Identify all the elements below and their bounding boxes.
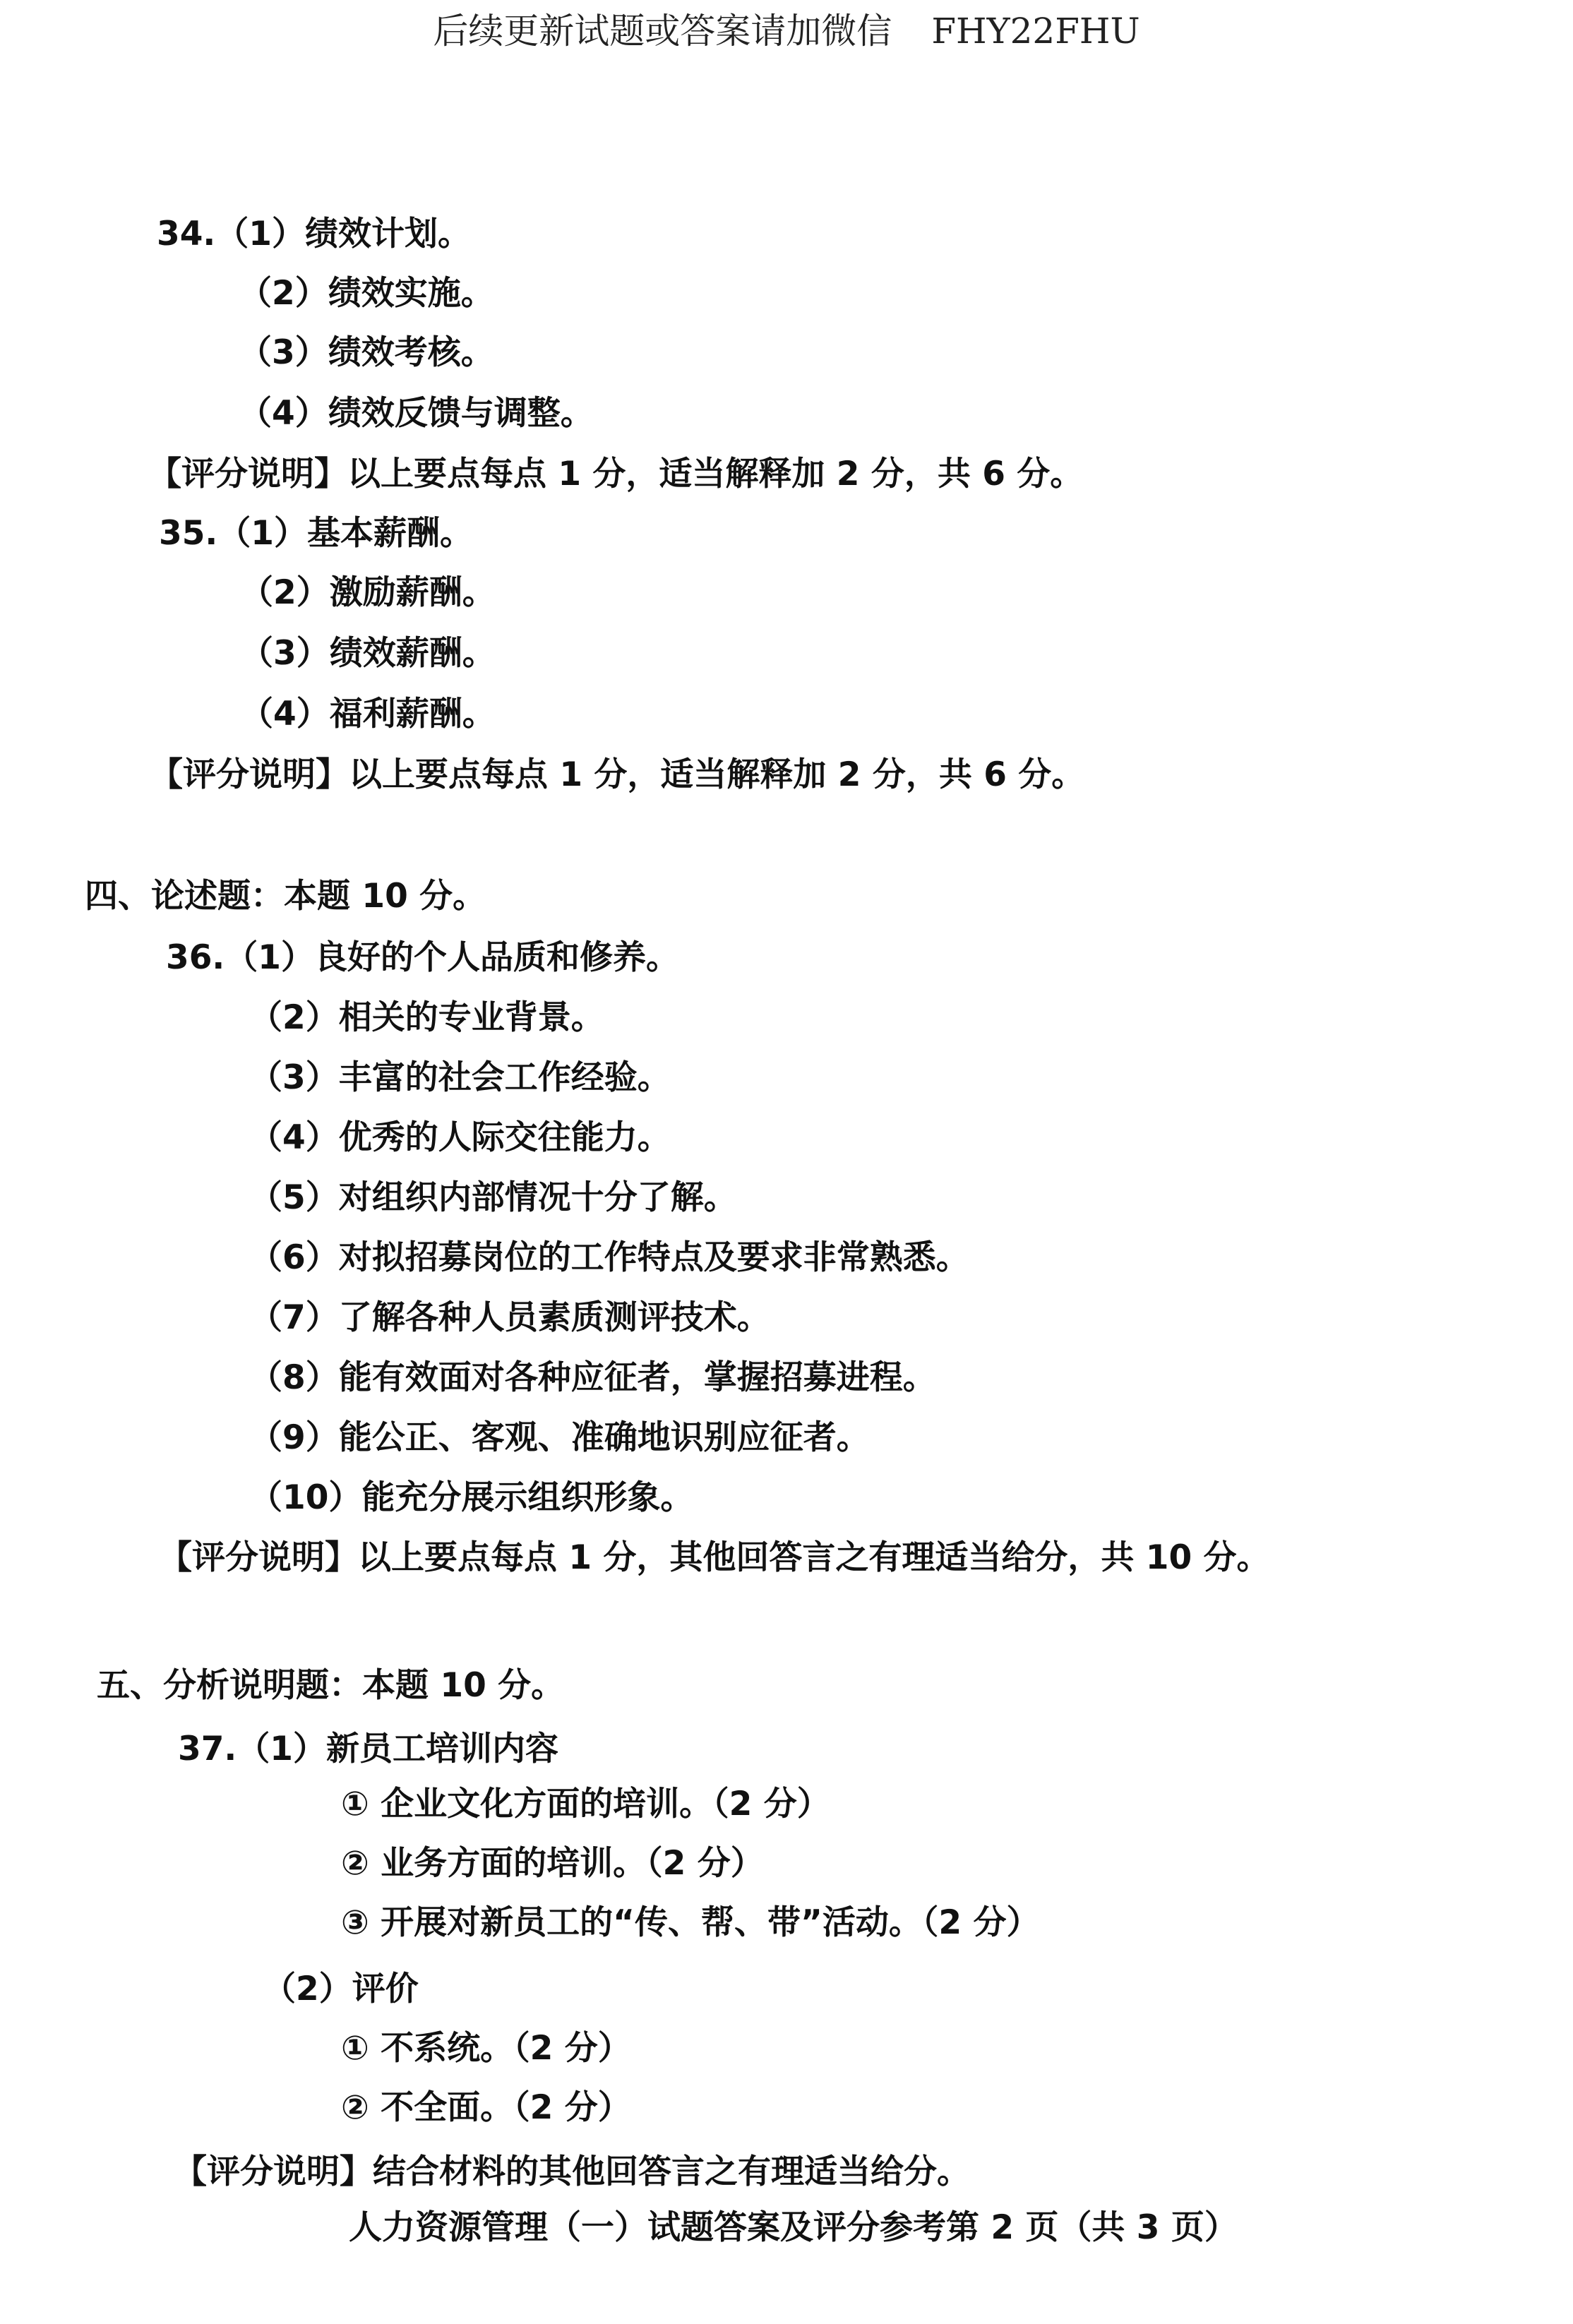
q34-item-2: （2）绩效实施。	[239, 274, 494, 313]
q34-item-4: （4）绩效反馈与调整。	[239, 394, 594, 433]
header-wechat-id: FHY22FHU	[931, 11, 1140, 52]
watermark-header	[0, 8, 1573, 54]
q37-part-1-item-2: ② 业务方面的培训。（2 分）	[341, 1844, 764, 1883]
q36-scoring-note: 【评分说明】以上要点每点 1 分，其他回答言之有理适当给分，共 10 分。	[159, 1538, 1270, 1577]
q35-item-1: 35.（1）基本薪酬。	[159, 514, 473, 553]
q36-item-2: （2）相关的专业背景。	[249, 998, 604, 1037]
q36-item-10: （10）能充分展示组织形象。	[249, 1478, 694, 1517]
page-footer: 人力资源管理（一）试题答案及评分参考第 2 页（共 3 页）	[349, 2208, 1238, 2247]
q35-scoring-note: 【评分说明】以上要点每点 1 分，适当解释加 2 分，共 6 分。	[150, 755, 1085, 794]
q35-item-4: （4）福利薪酬。	[240, 695, 496, 733]
q36-item-4: （4）优秀的人际交往能力。	[249, 1118, 671, 1157]
q37-scoring-note: 【评分说明】结合材料的其他回答言之有理适当给分。	[174, 2152, 970, 2191]
q35-item-2: （2）激励薪酬。	[240, 573, 496, 612]
q37-part-1: 37.（1）新员工培训内容	[178, 1730, 558, 1768]
q37-part-2-item-1: ① 不系统。（2 分）	[341, 2029, 631, 2068]
q37-part-2-item-2: ② 不全面。（2 分）	[341, 2088, 631, 2127]
q36-item-1: 36.（1）良好的个人品质和修养。	[166, 938, 679, 977]
q37-part-2: （2）评价	[263, 1970, 419, 2008]
q36-item-7: （7）了解各种人员素质测评技术。	[249, 1298, 770, 1337]
header-text: 后续更新试题或答案请加微信	[433, 11, 892, 52]
q36-item-9: （9）能公正、客观、准确地识别应征者。	[249, 1418, 870, 1457]
q34-item-1: 34.（1）绩效计划。	[157, 215, 471, 253]
q36-item-3: （3）丰富的社会工作经验。	[249, 1058, 671, 1097]
q36-item-5: （5）对组织内部情况十分了解。	[249, 1178, 737, 1217]
section-4-title: 四、论述题：本题 10 分。	[85, 877, 486, 916]
section-5-title: 五、分析说明题：本题 10 分。	[97, 1666, 565, 1705]
q34-item-3: （3）绩效考核。	[239, 333, 494, 372]
q37-part-1-item-3: ③ 开展对新员工的“传、帮、带”活动。（2 分）	[341, 1903, 1040, 1942]
q36-item-6: （6）对拟招募岗位的工作特点及要求非常熟悉。	[249, 1238, 969, 1277]
q37-part-1-item-1: ① 企业文化方面的培训。（2 分）	[341, 1785, 830, 1823]
q34-scoring-note: 【评分说明】以上要点每点 1 分，适当解释加 2 分，共 6 分。	[148, 455, 1084, 493]
q36-item-8: （8）能有效面对各种应征者，掌握招募进程。	[249, 1358, 936, 1397]
q35-item-3: （3）绩效薪酬。	[240, 634, 496, 673]
